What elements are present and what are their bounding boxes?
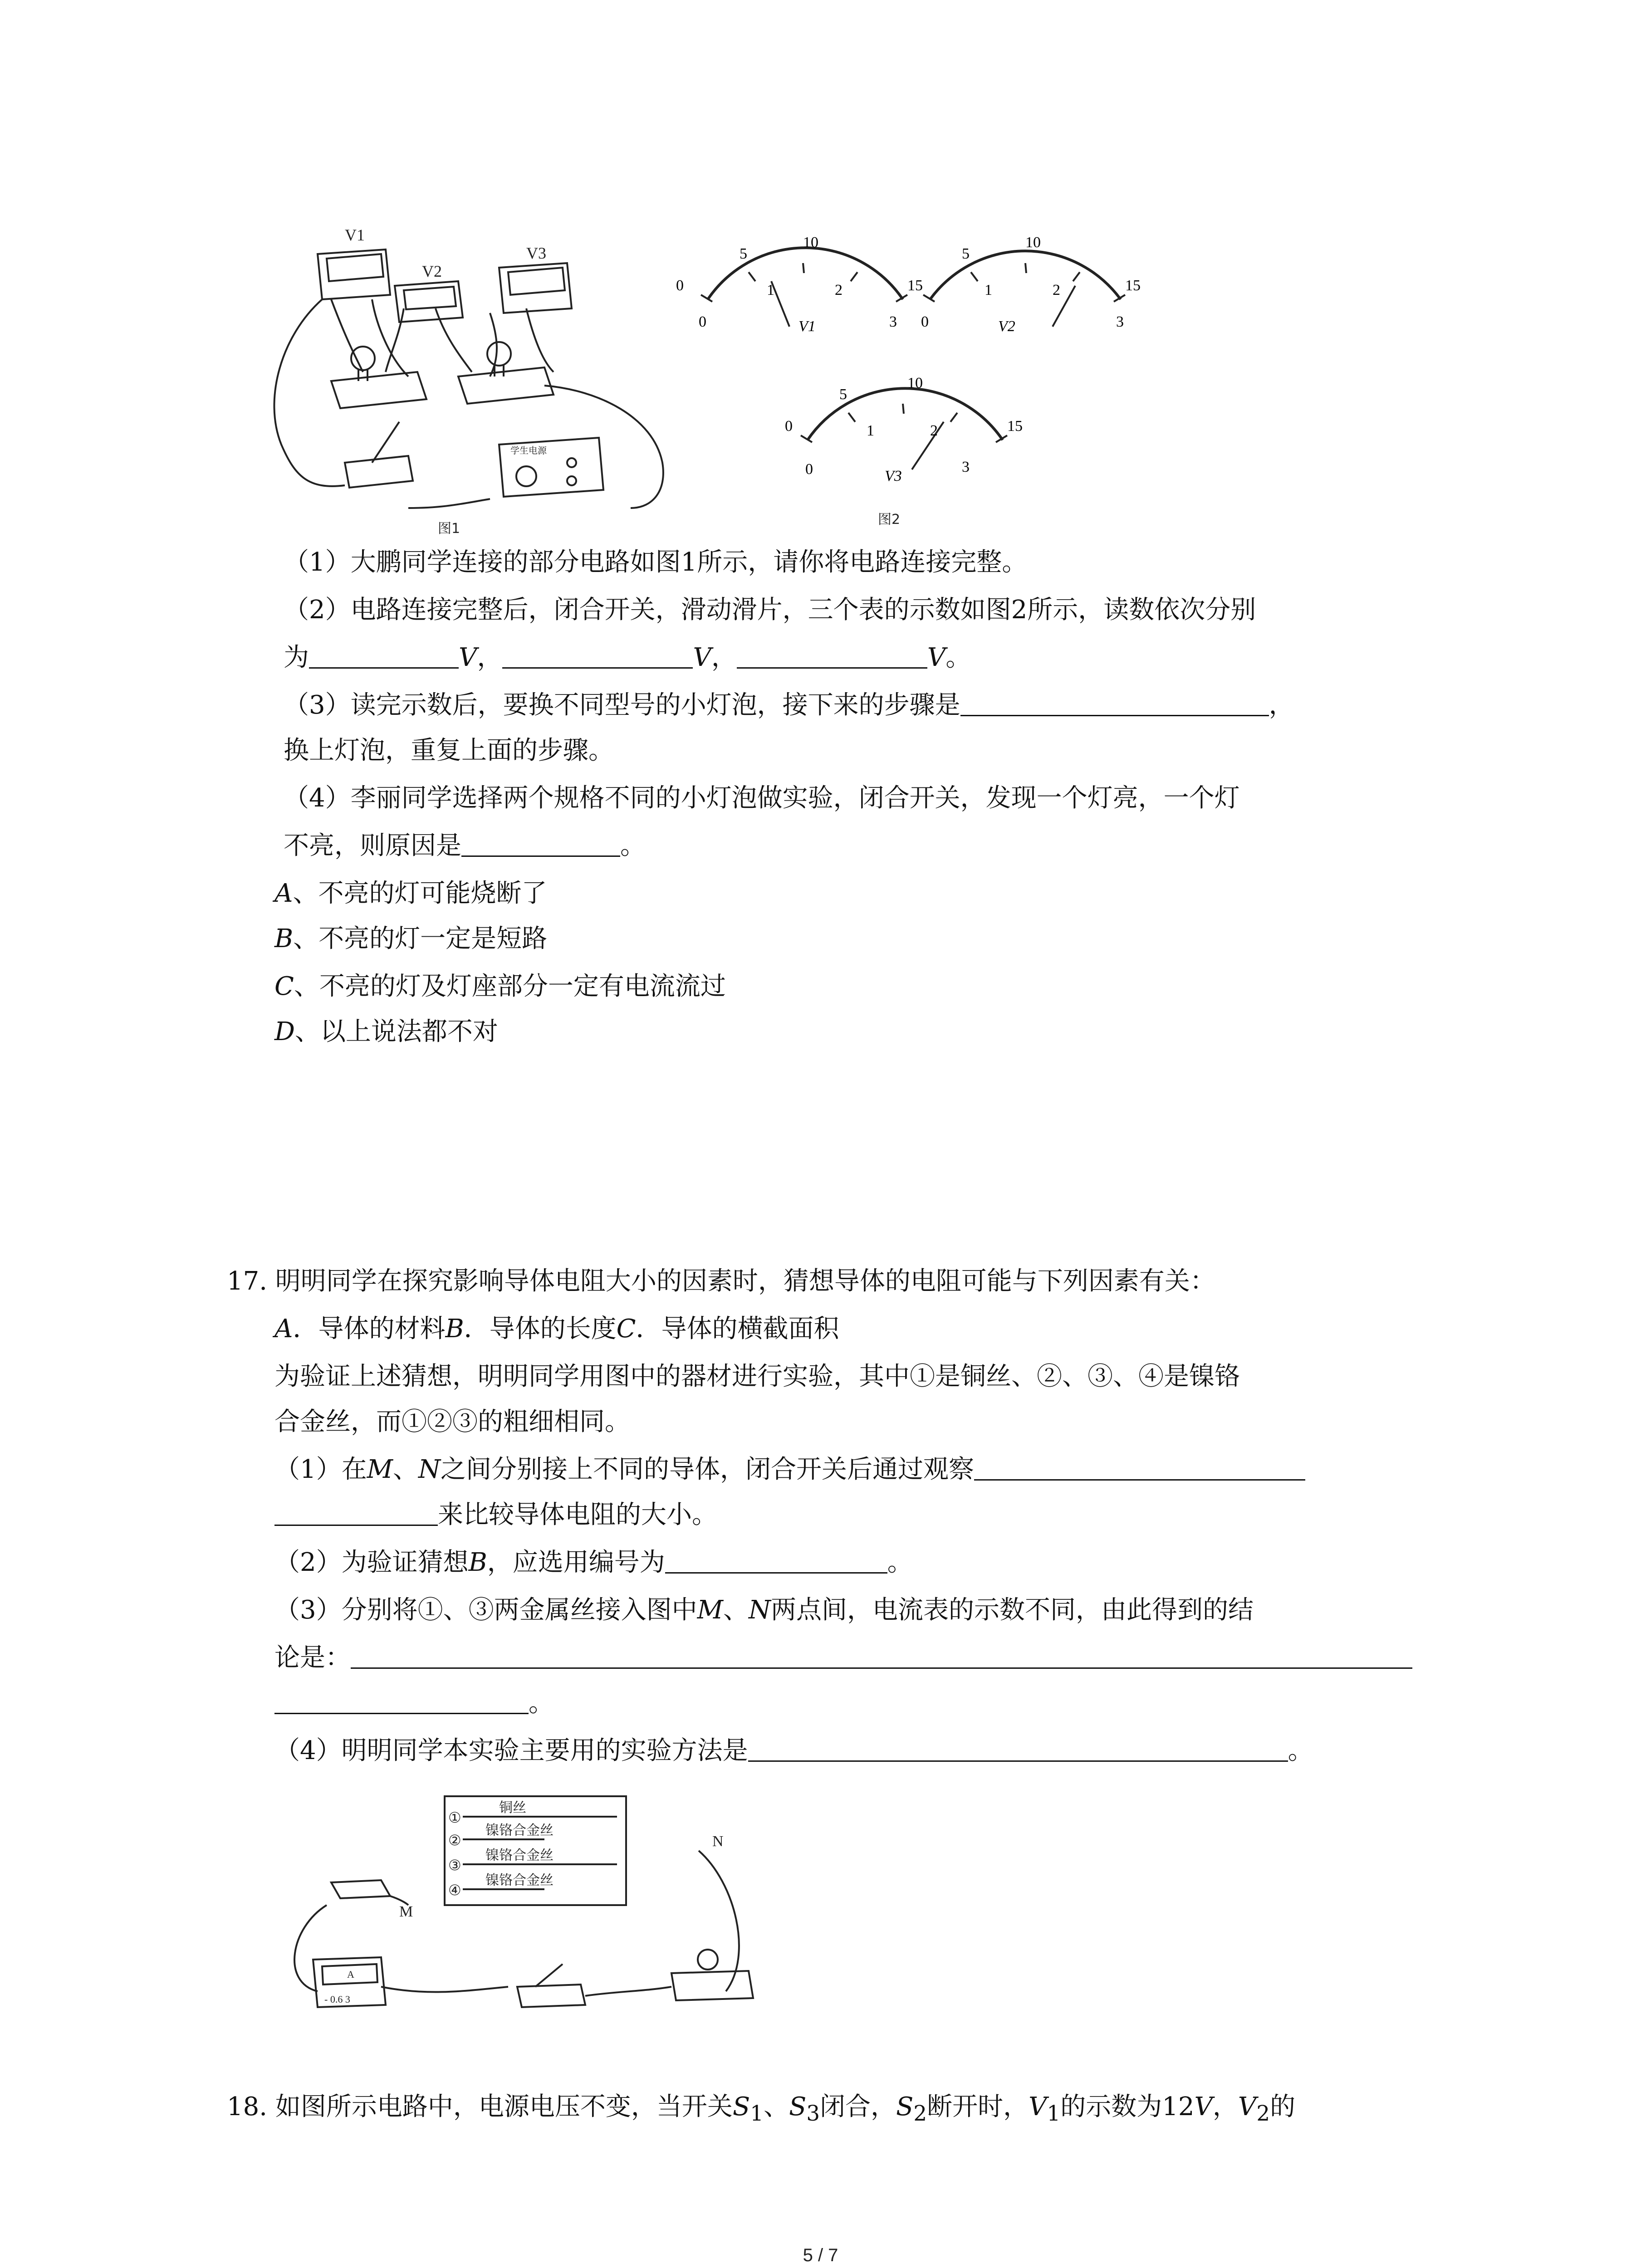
q17-part4: （4）明明同学本实验主要用的实验方法是 。: [274, 1733, 1313, 1769]
q17-desc-line2: 合金丝，而①②③的粗细相同。: [274, 1407, 630, 1437]
answer-blank-method[interactable]: [748, 1733, 1288, 1762]
meter-v2-label: V2: [998, 318, 1015, 335]
svg-text:10: 10: [1025, 234, 1041, 251]
meter-label-v2: V2: [422, 262, 442, 280]
wire-label-4: 镍铬合金丝: [485, 1873, 554, 1888]
svg-text:0: 0: [921, 313, 929, 330]
svg-text:0: 0: [805, 461, 813, 478]
q17-intro: 17. 明明同学在探究影响导体电阻大小的因素时，猜想导体的电阻可能与下列因素有关：: [227, 1266, 1215, 1296]
svg-text:5: 5: [839, 386, 847, 403]
q16-part3-line1: （3）读完示数后，要换不同型号的小灯泡，接下来的步骤是 ，: [284, 687, 1294, 723]
meter-label-v1: V1: [345, 226, 365, 244]
answer-blank-reason[interactable]: [461, 828, 620, 857]
ammeter-label: A: [347, 1969, 354, 1980]
power-supply-label: 学生电源: [510, 445, 547, 456]
svg-text:③: ③: [448, 1857, 461, 1873]
svg-text:1: 1: [767, 282, 774, 298]
answer-blank-conclusion-cont[interactable]: [274, 1686, 529, 1714]
needle-v3: [912, 422, 944, 469]
answer-blank-next-step[interactable]: [960, 688, 1269, 716]
svg-text:5: 5: [740, 245, 747, 262]
svg-text:15: 15: [1125, 277, 1141, 294]
meter-v3-label: V3: [885, 468, 902, 484]
svg-text:①: ①: [448, 1809, 461, 1826]
q17-part3-line1: （3）分别将①、③两金属丝接入图中M、N两点间，电流表的示数不同，由此得到的结: [274, 1595, 1254, 1625]
q16-part3-line2: 换上灯泡，重复上面的步骤。: [284, 736, 614, 765]
figure-2-meter-v3: [780, 363, 1043, 485]
ammeter-terminals: - 0.6 3: [324, 1994, 350, 2005]
answer-blank-observe[interactable]: [974, 1452, 1305, 1481]
answer-blank-v2[interactable]: [502, 640, 693, 669]
svg-text:10: 10: [803, 234, 818, 251]
meter-label-v3: V3: [526, 244, 546, 262]
svg-text:5: 5: [962, 245, 970, 262]
svg-text:1: 1: [985, 282, 992, 298]
terminal-n: N: [712, 1833, 724, 1850]
svg-text:3: 3: [889, 313, 897, 330]
q17-part1-line2: 来比较导体电阻的大小。: [274, 1497, 717, 1533]
svg-text:3: 3: [1116, 313, 1124, 330]
answer-blank-v1[interactable]: [309, 640, 459, 669]
q16-part2-line2: 为 V， V， V。: [284, 640, 971, 676]
svg-text:0: 0: [699, 313, 706, 330]
answer-blank-conclusion[interactable]: [351, 1640, 1412, 1669]
figure-2-meter-v2: [903, 222, 1157, 340]
q17-desc-line1: 为验证上述猜想，明明同学用图中的器材进行实验，其中①是铜丝、②、③、④是镍铬: [274, 1362, 1240, 1391]
answer-blank-observe-cont[interactable]: [274, 1497, 438, 1526]
q17-part1-line1: （1）在M、N之间分别接上不同的导体，闭合开关后通过观察: [274, 1452, 1305, 1488]
figure-2-caption: 图2: [878, 512, 901, 528]
answer-blank-v3[interactable]: [737, 640, 927, 669]
q16-part1: （1）大鹏同学连接的部分电路如图1所示，请你将电路连接完整。: [284, 547, 1028, 577]
q17-factors: A．导体的材料B．导体的长度C．导体的横截面积: [274, 1314, 839, 1344]
q17-part3-line3: 。: [274, 1685, 554, 1721]
q16-part4-line2: 不亮，则原因是 。: [284, 828, 646, 864]
q16-part2-line1: （2）电路连接完整后，闭合开关，滑动滑片，三个表的示数如图2所示，读数依次分别: [284, 595, 1256, 625]
terminal-m: M: [399, 1903, 413, 1920]
svg-text:2: 2: [835, 282, 843, 298]
svg-text:2: 2: [1053, 282, 1060, 298]
svg-text:3: 3: [962, 459, 970, 475]
q16-option-d: D、以上说法都不对: [274, 1017, 498, 1046]
q16-option-b: B、不亮的灯一定是短路: [274, 924, 548, 953]
svg-text:15: 15: [1007, 418, 1023, 435]
meter-v1-label: V1: [798, 318, 816, 335]
svg-text:10: 10: [907, 375, 923, 391]
svg-text:④: ④: [448, 1882, 461, 1898]
svg-text:15: 15: [907, 277, 923, 294]
svg-text:2: 2: [930, 422, 938, 439]
q16-option-a: A、不亮的灯可能烧断了: [274, 879, 547, 908]
wire-label-2: 镍铬合金丝: [485, 1823, 554, 1838]
svg-text:0: 0: [785, 418, 793, 435]
q16-part4-line1: （4）李丽同学选择两个规格不同的小灯泡做实验，闭合开关，发现一个灯亮，一个灯: [284, 783, 1240, 813]
figure-q17-circuit: [272, 1792, 794, 2046]
q18-line1: 18. 如图所示电路中，电源电压不变，当开关$S_1$、$S_3$闭合，$S_2$断开时，$V_1$的示数为12V，$V_2$的: [227, 2092, 1296, 2126]
svg-text:②: ②: [448, 1832, 461, 1848]
wire-label-3: 镍铬合金丝: [485, 1848, 554, 1863]
figure-1-caption: 图1: [438, 521, 460, 537]
svg-text:1: 1: [867, 422, 874, 439]
wire-label-1: 铜丝: [499, 1800, 526, 1815]
svg-text:0: 0: [676, 277, 684, 294]
q16-option-c: C、不亮的灯及灯座部分一定有电流流过: [274, 972, 726, 1001]
q17-part2: （2）为验证猜想B，应选用编号为 。: [274, 1545, 913, 1581]
answer-blank-numbers[interactable]: [665, 1545, 887, 1574]
figure-1-circuit: [254, 209, 690, 535]
q17-part3-line2: 论是：: [274, 1640, 1412, 1676]
page-number: 5 / 7: [803, 2245, 838, 2265]
